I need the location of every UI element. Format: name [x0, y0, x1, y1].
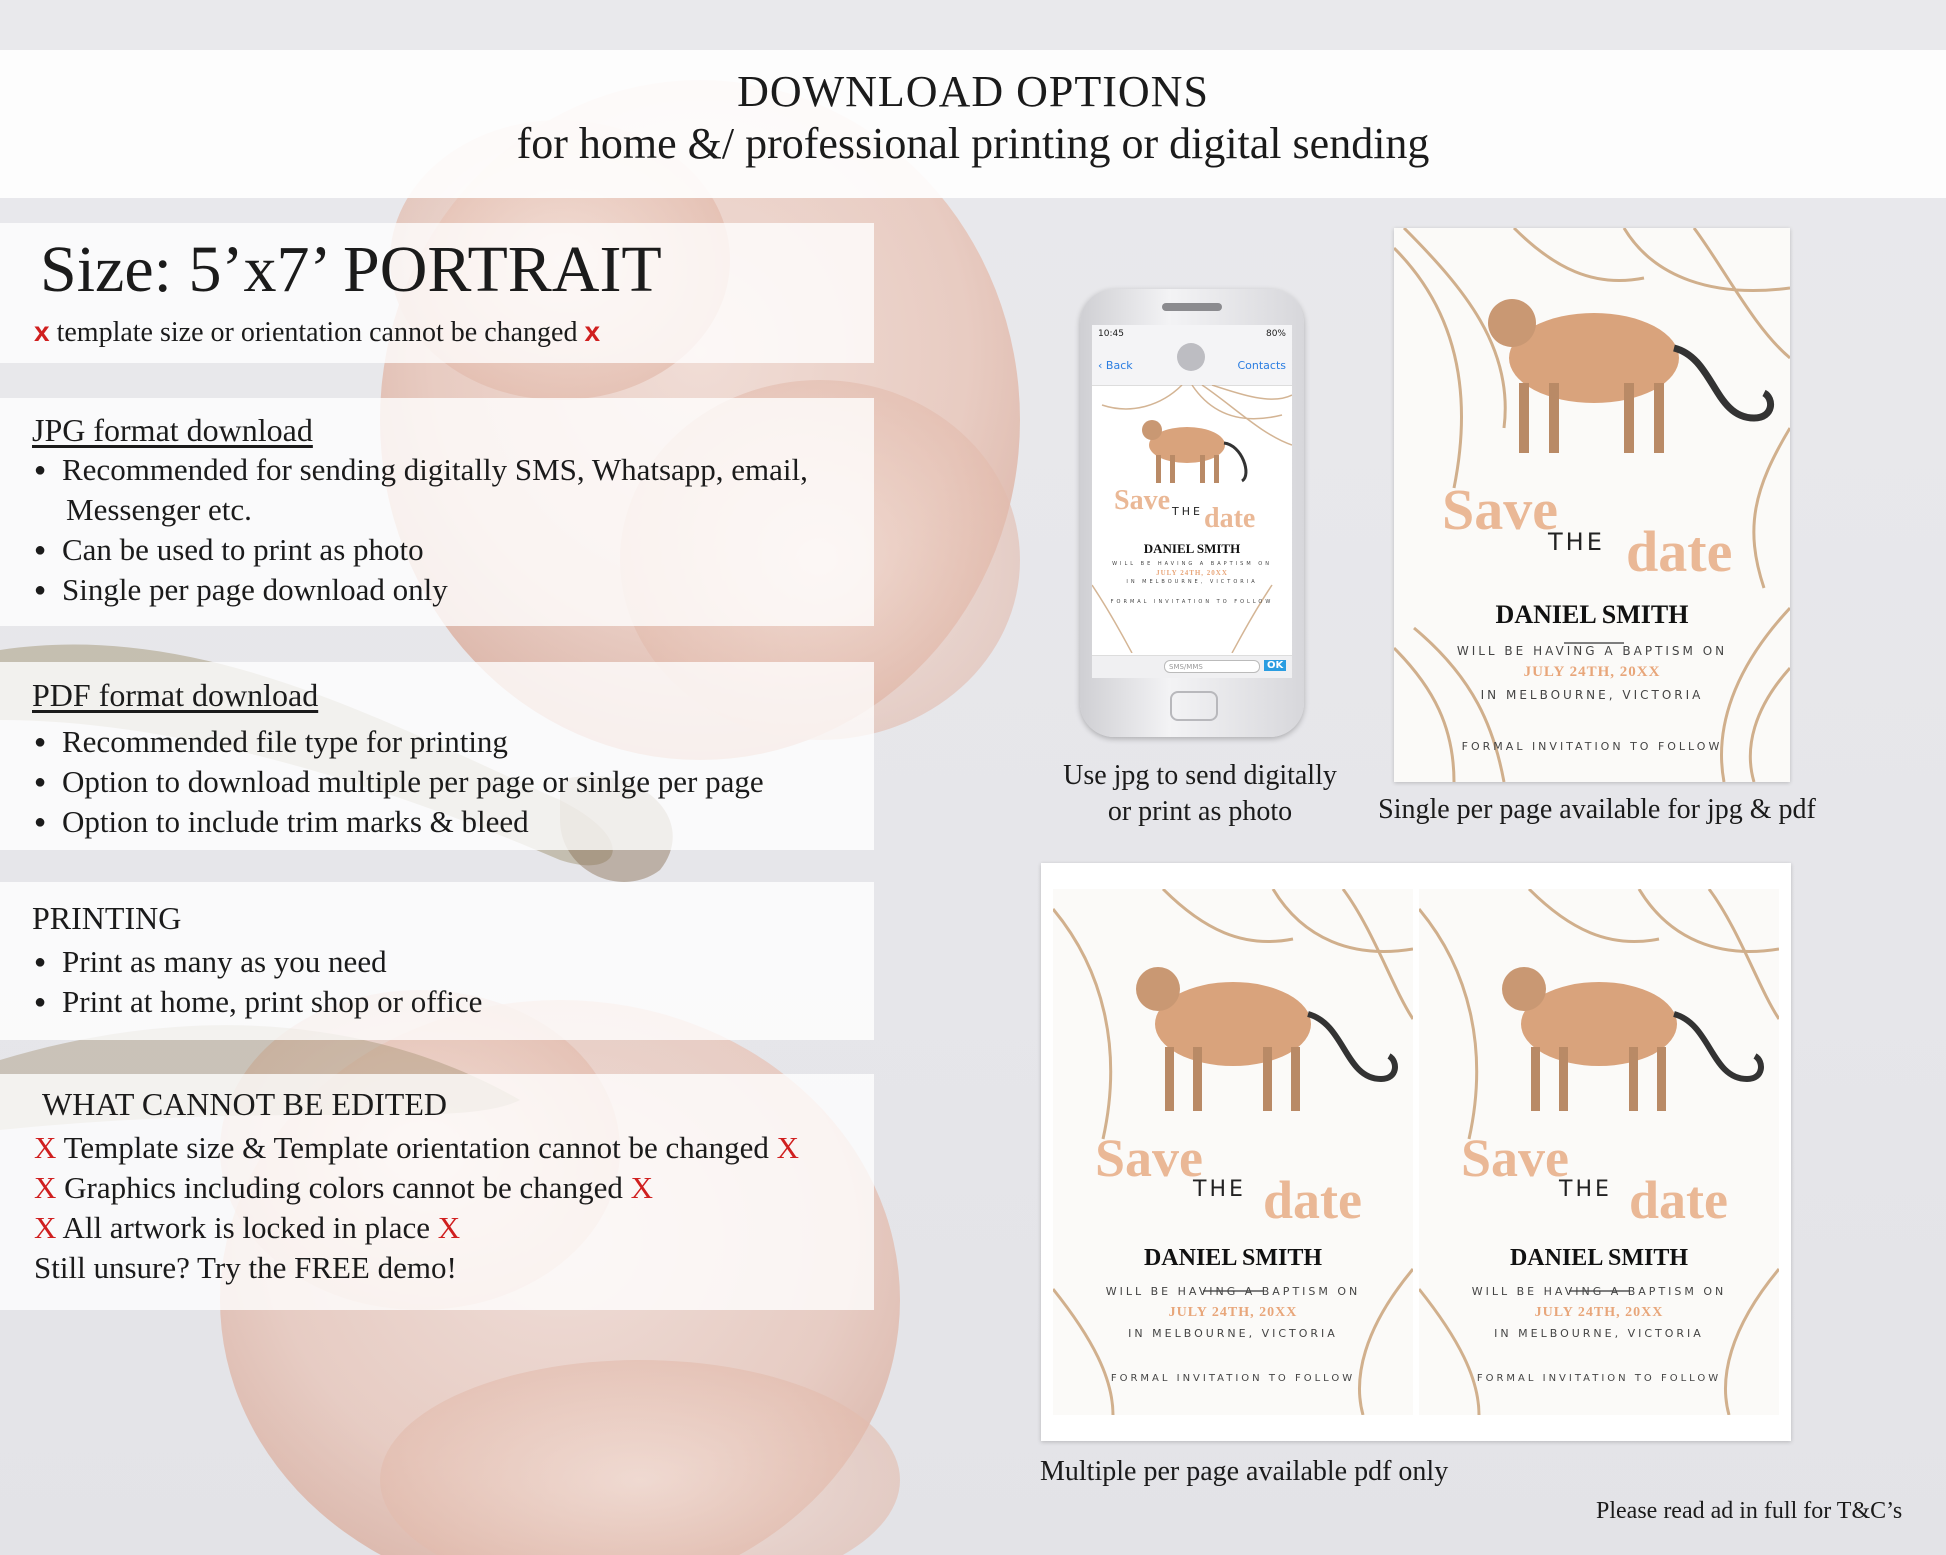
cannot-edit-heading: WHAT CANNOT BE EDITED: [42, 1086, 447, 1122]
multi-caption: Multiple per page available pdf only: [1040, 1456, 1449, 1487]
invite-date-line: JULY 24TH, 20XX: [1168, 1305, 1298, 1320]
invite-footer: FORMAL INVITATION TO FOLLOW: [1476, 1373, 1722, 1384]
save-text: Save: [1095, 1128, 1203, 1188]
invite-line1: WILL BE HAVING A BAPTISM ON: [1456, 644, 1728, 658]
invite-location: IN MELBOURNE, VICTORIA: [1128, 1327, 1338, 1340]
multi-invite-card: [1041, 863, 1791, 1441]
invite-copy-left: [1053, 889, 1413, 1415]
x-mark-icon: X: [34, 1130, 57, 1165]
pdf-bullets: [30, 722, 764, 842]
list-item: ● Single per page download only: [30, 570, 808, 610]
x-mark-icon: X: [34, 1170, 57, 1205]
save-text: Save: [1442, 477, 1558, 542]
mini-footer: FORMAL INVITATION TO FOLLOW: [1110, 599, 1274, 605]
phone-caption: Use jpg to send digitally or print as photo: [1063, 760, 1337, 827]
list-item: ● Option to include trim marks & bleed: [30, 802, 764, 842]
date-text: date: [1263, 1170, 1362, 1230]
phone-mockup: [1080, 289, 1304, 737]
single-invite-card: [1394, 228, 1790, 782]
invite-name: DANIEL SMITH: [1143, 1245, 1323, 1271]
phone-speaker: [1162, 303, 1222, 311]
mini-location: IN MELBOURNE, VICTORIA: [1126, 579, 1258, 585]
invite-date-line: JULY 24TH, 20XX: [1523, 664, 1661, 680]
phone-time: 10:45: [1098, 329, 1124, 339]
list-item: ● Print at home, print shop or office: [30, 982, 482, 1022]
the-text: THE: [1559, 1177, 1612, 1202]
size-note-text: template size or orientation cannot be changed: [56, 317, 578, 348]
mini-the-text: THE: [1172, 505, 1203, 518]
mini-line1: WILL BE HAVING A BAPTISM ON: [1112, 561, 1272, 567]
x-mark-icon: X: [34, 1210, 57, 1245]
page-title: DOWNLOAD OPTIONS: [737, 67, 1209, 116]
invite-footer: FORMAL INVITATION TO FOLLOW: [1461, 740, 1723, 753]
avatar-icon: [1177, 343, 1205, 371]
single-caption: Single per page available for jpg & pdf: [1378, 794, 1816, 825]
jpg-bullets: [30, 450, 808, 610]
mini-name: DANIEL SMITH: [1143, 541, 1241, 556]
phone-screen: [1092, 325, 1292, 677]
pdf-heading: PDF format download: [32, 677, 319, 713]
date-text: date: [1629, 1170, 1728, 1230]
size-title: Size: 5’x7’ PORTRAIT: [40, 233, 662, 306]
ok-button[interactable]: OK: [1264, 660, 1286, 671]
x-mark-icon: x: [34, 316, 50, 347]
invite-copy-right: [1419, 889, 1779, 1415]
list-item: X All artwork is locked in place X: [34, 1210, 461, 1245]
terms-footnote: Please read ad in full for T&C’s: [1596, 1498, 1903, 1524]
x-mark-icon: x: [584, 316, 601, 347]
phone-compose-bar: [1092, 655, 1292, 678]
list-item: X Graphics including colors cannot be changed X: [34, 1170, 653, 1205]
x-mark-icon: X: [630, 1170, 653, 1205]
x-mark-icon: X: [776, 1130, 799, 1165]
invite-location: IN MELBOURNE, VICTORIA: [1494, 1327, 1704, 1340]
save-text: Save: [1461, 1128, 1569, 1188]
list-item: ● Can be used to print as photo: [30, 530, 808, 570]
list-item: ● Recommended file type for printing: [30, 722, 764, 762]
page-subtitle: for home &/ professional printing or digital sending: [516, 119, 1430, 168]
mini-date-text: date: [1204, 503, 1256, 534]
invite-date-line: JULY 24TH, 20XX: [1534, 1305, 1664, 1320]
list-item: ● Option to download multiple per page or sinlge per page: [30, 762, 764, 802]
the-text: THE: [1193, 1177, 1246, 1202]
invite-line1: WILL BE HAVING A BAPTISM ON: [1105, 1285, 1361, 1298]
invite-line1: WILL BE HAVING A BAPTISM ON: [1471, 1285, 1727, 1298]
invite-footer: FORMAL INVITATION TO FOLLOW: [1110, 1373, 1356, 1384]
phone-status-area: [1092, 325, 1292, 386]
phone-home-button[interactable]: [1170, 691, 1218, 721]
printing-heading: PRINTING: [32, 900, 182, 936]
phone-battery: 80%: [1265, 329, 1286, 339]
jpg-heading: JPG format download: [32, 412, 313, 448]
demo-note: Still unsure? Try the FREE demo!: [34, 1250, 457, 1285]
phone-back-link[interactable]: ‹ Back: [1098, 359, 1133, 372]
mini-date-line: JULY 24TH, 20XX: [1156, 569, 1228, 577]
invite-name: DANIEL SMITH: [1509, 1245, 1689, 1271]
x-mark-icon: X: [437, 1210, 461, 1245]
phone-contacts-link[interactable]: Contacts: [1237, 359, 1286, 372]
size-note: [34, 316, 600, 349]
mini-invite-art: [1092, 385, 1292, 653]
invite-location: IN MELBOURNE, VICTORIA: [1480, 688, 1704, 702]
sms-input[interactable]: SMS/MMS: [1164, 660, 1260, 673]
mini-save-text: Save: [1114, 485, 1170, 516]
list-item: ● Recommended for sending digitally SMS, Whatsapp, email, Messenger etc.: [30, 450, 808, 530]
date-text: date: [1626, 519, 1733, 584]
printing-bullets: [30, 942, 482, 1022]
list-item: ● Print as many as you need: [30, 942, 482, 982]
cannot-edit-list: [34, 1128, 799, 1288]
invite-name: DANIEL SMITH: [1495, 600, 1689, 629]
list-item: X Template size & Template orientation cannot be changed X: [34, 1130, 799, 1165]
the-text: THE: [1548, 528, 1605, 556]
